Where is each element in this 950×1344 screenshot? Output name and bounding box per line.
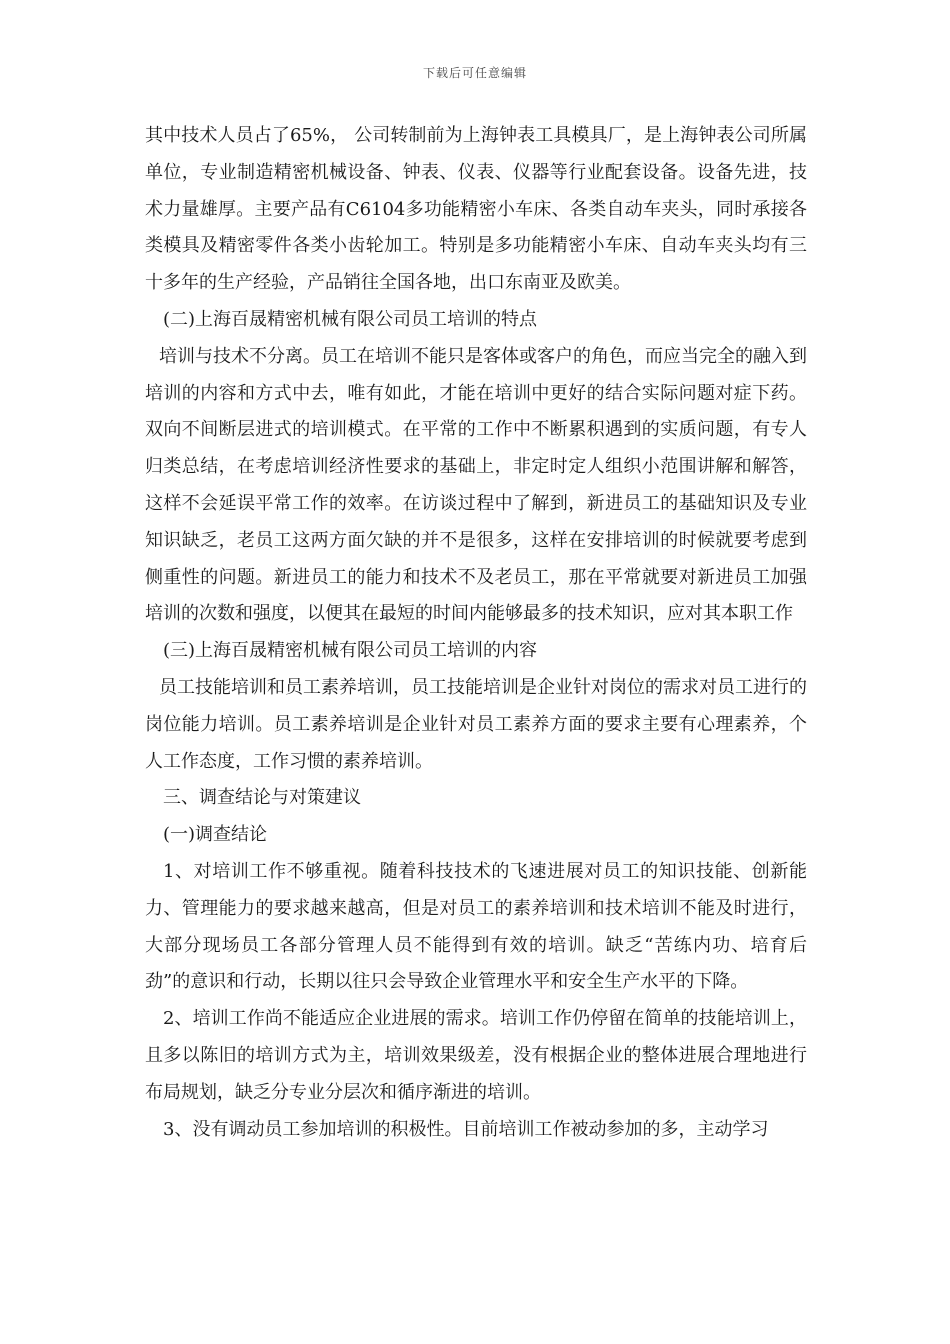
heading-training-features: (二)上海百晟精密机械有限公司员工培训的特点: [163, 308, 538, 330]
paragraph-training-features: 培训与技术不分离。员工在培训不能只是客体或客户的角色，而应当完全的融入到培训的内容和方式中去，唯有如此，才能在培训中更好的结合实际问题对症下药。双向不间断层进式的培训模式。在平常的工作中不断累积遇到的实质问题，有专人归类总结，在考虑培训经济性要求的基础上，非定时定人组织小范围讲解和解答，这样不会延误平常工作的效率。在访谈过程中了解到，新进员工的基础知识及专业知识缺乏，老员工这两方面欠缺的并不是很多，这样在安排培训的时候就要考虑到侧重性的问题。新进员工的能力和技术不及老员工，那在平常就要对新进员工加强培训的次数和强度，以便其在最短的时间内能够最多的技术知识，应对其本职工作: [145, 345, 807, 625]
paragraph-conclusion-2: 2、培训工作尚不能适应企业进展的需求。培训工作仍停留在简单的技能培训上，且多以陈旧的培训方式为主，培训效果级差，没有根据企业的整体进展合理地进行布局规划，缺乏分专业分层次和循序渐进的培训。: [145, 1008, 807, 1103]
heading-training-content: (三)上海百晟精密机械有限公司员工培训的内容: [163, 640, 538, 662]
heading-conclusions-section: 三、调查结论与对策建议: [163, 787, 361, 809]
document-body: [145, 118, 807, 1148]
page-header: 下载后可任意编辑: [422, 66, 527, 80]
paragraph-company-intro: 其中技术人员占了65%， 公司转制前为上海钟表工具模具厂，是上海钟表公司所属单位，专业制造精密机械设备、钟表、仪表、仪器等行业配套设备。设备先进，技术力量雄厚。主要产品有C6104多功能精密小车床、各类自动车夹头，同时承接各类模具及精密零件各类小齿轮加工。特别是多功能精密小车床、自动车夹头均有三十多年的生产经验，产品销往全国各地，出口东南亚及欧美。: [145, 125, 807, 294]
paragraph-conclusion-3: 3、没有调动员工参加培训的积极性。目前培训工作被动参加的多，主动学习: [163, 1118, 769, 1140]
paragraph-conclusion-1: 1、对培训工作不够重视。随着科技技术的飞速进展对员工的知识技能、创新能力、管理能力的要求越来越高，但是对员工的素养培训和技术培训不能及时进行，大部分现场员工各部分管理人员不能得到有效的培训。缺乏“苦练内功、培育后劲”的意识和行动，长期以往只会导致企业管理水平和安全生产水平的下降。: [145, 860, 807, 993]
paragraph-training-content: 员工技能培训和员工素养培训，员工技能培训是企业针对岗位的需求对员工进行的岗位能力培训。员工素养培训是企业针对员工素养方面的要求主要有心理素养，个人工作态度，工作习惯的素养培训。: [145, 676, 807, 772]
heading-survey-conclusions: (一)调查结论: [163, 824, 268, 846]
